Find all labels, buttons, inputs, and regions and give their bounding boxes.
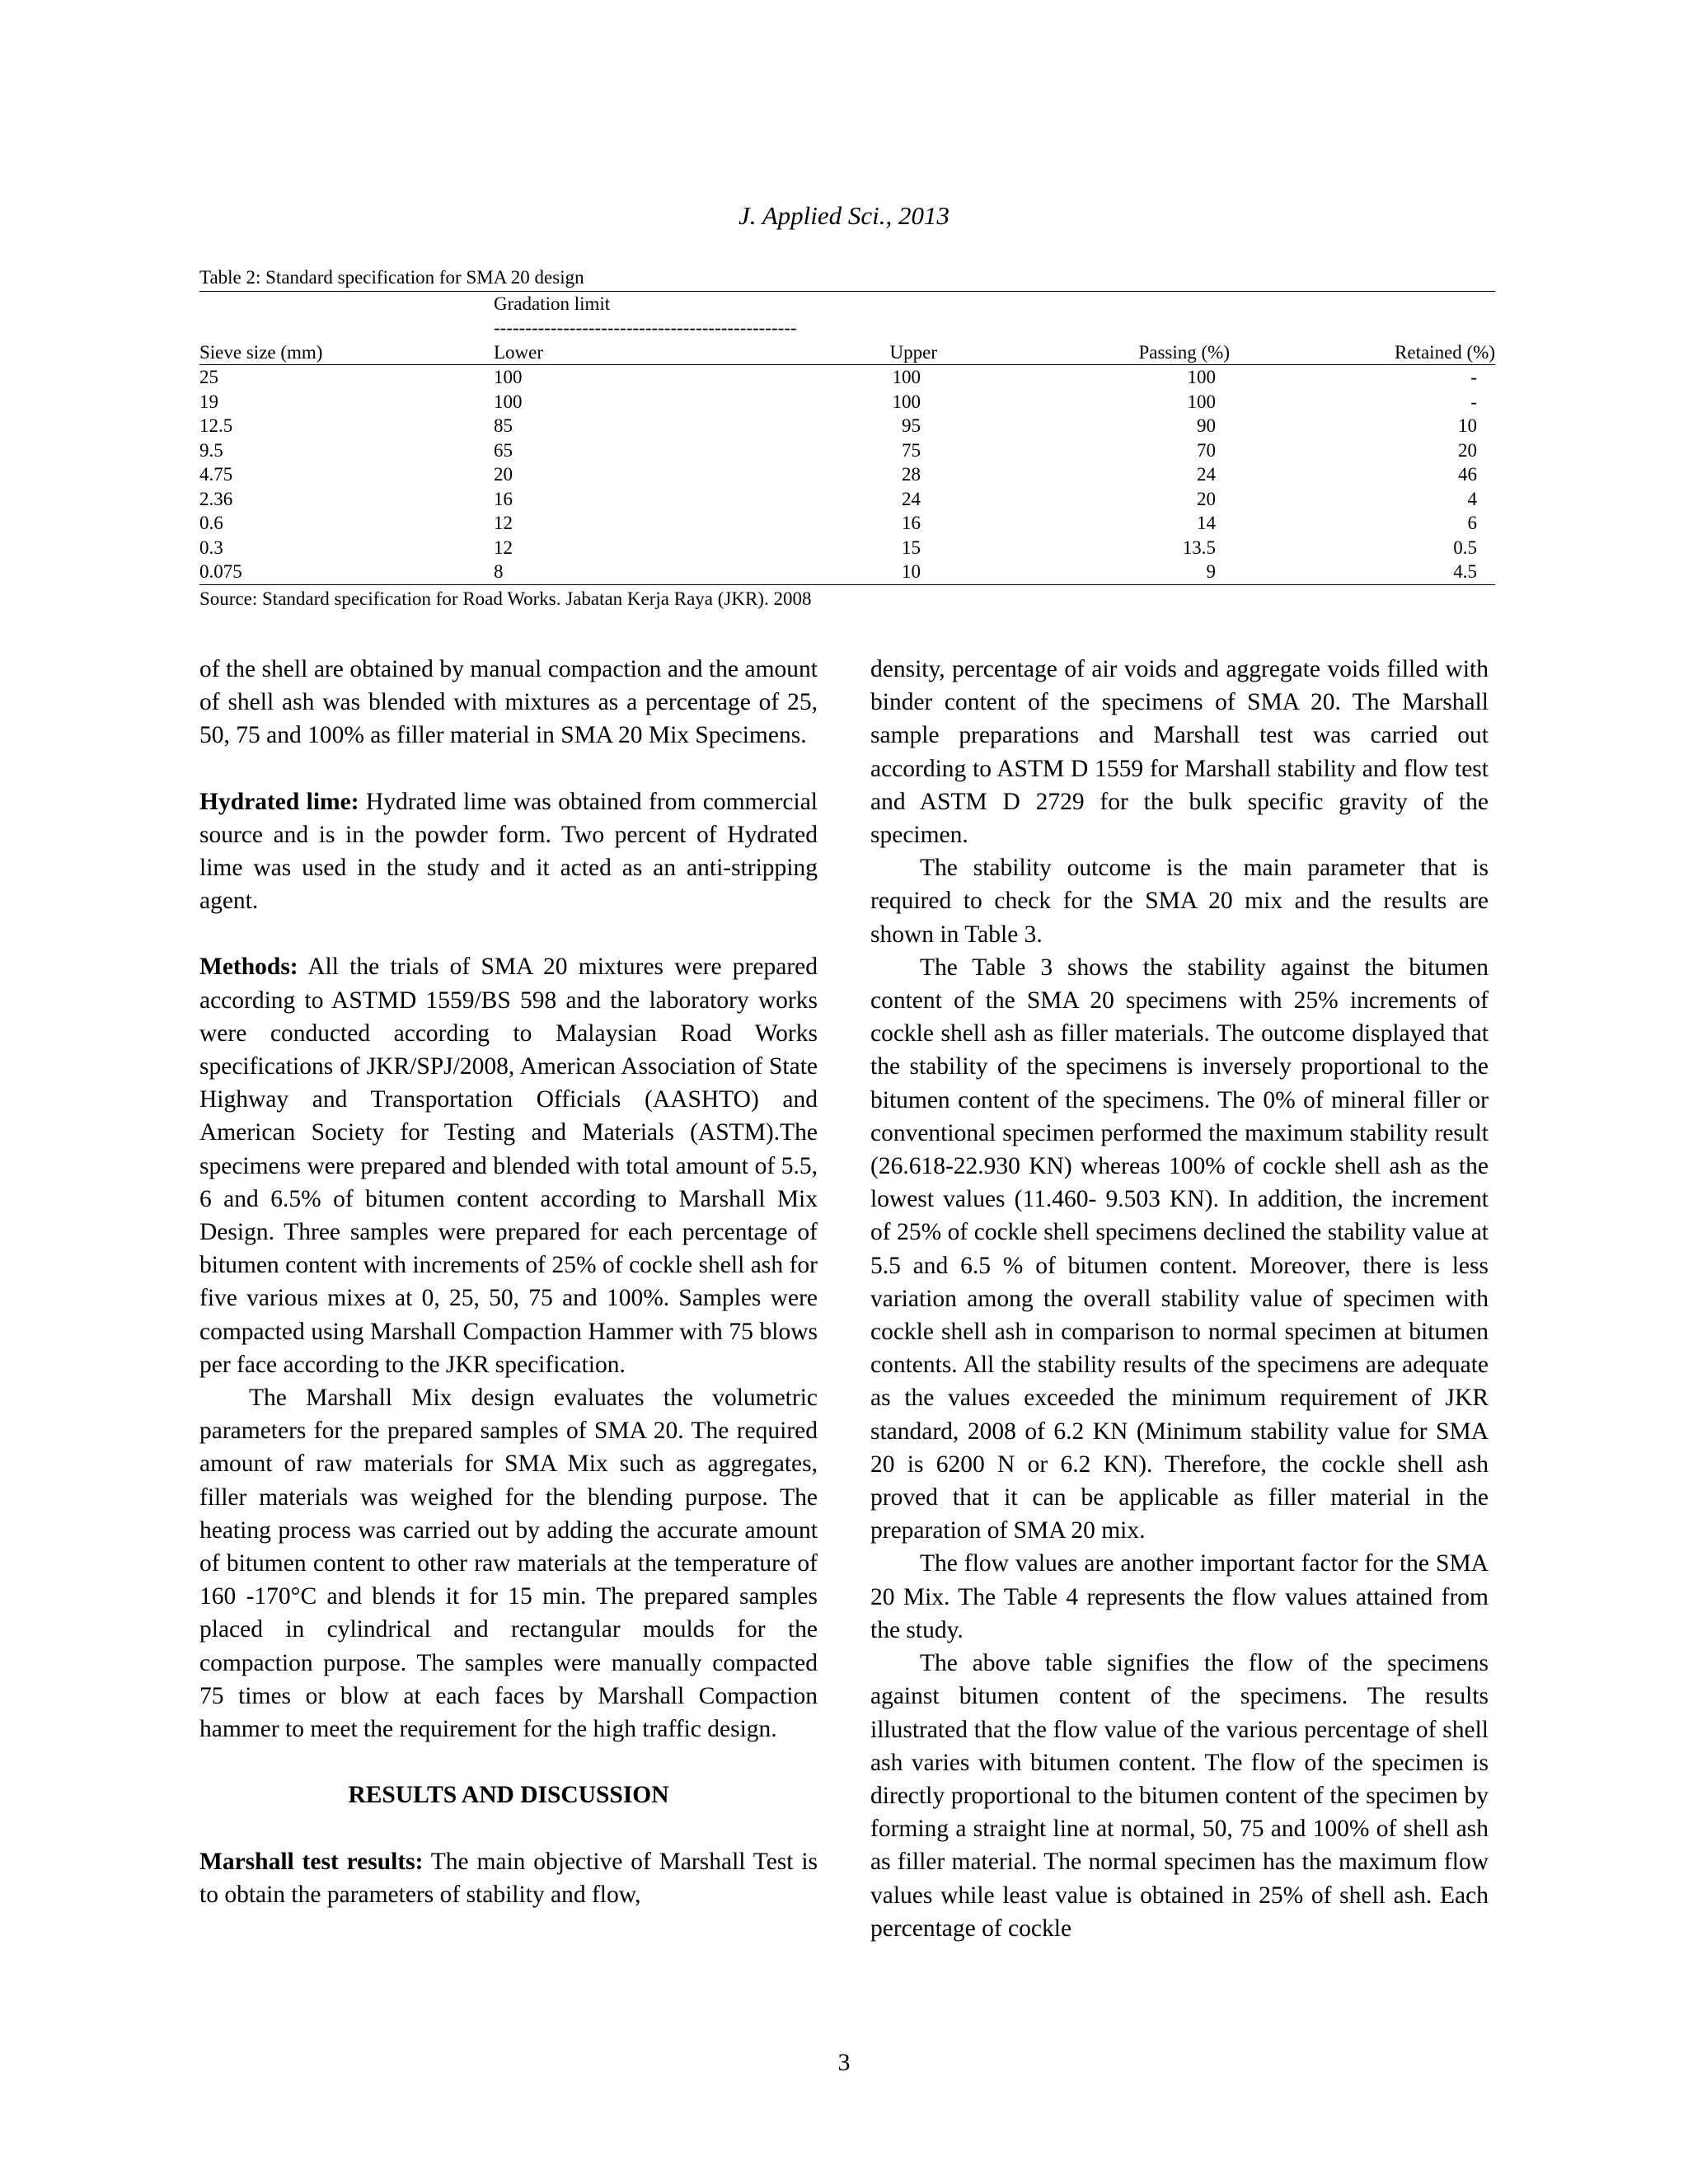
paragraph: The flow values are another important factor for the SMA 20 Mix. The Table 4 represents the flow values attained from the study. xyxy=(870,1550,1489,1643)
left-column xyxy=(199,653,818,1911)
table-cell: 100 xyxy=(1187,367,1217,387)
table-2 xyxy=(199,265,1495,611)
table-row xyxy=(199,487,1495,512)
table-cell: 100 xyxy=(1187,391,1217,412)
table-cell: 12 xyxy=(494,513,513,533)
table-cell: 4.5 xyxy=(1312,560,1495,584)
col-header-passing: Passing (%) xyxy=(1028,340,1312,365)
right-column xyxy=(870,653,1489,1945)
heading-marshall-results: Marshall test results: xyxy=(199,1848,424,1875)
table-cell: 90 xyxy=(1197,415,1217,436)
paragraph: of the shell are obtained by manual compaction and the amount of shell ash was blended with mixtures as a percentage of 25, 50, 75 and 100% as filler material in SMA 20 Mix Specimens. xyxy=(199,656,818,749)
paragraph-text: The main objective of Marshall Test is to obtain the parameters of stability and flow, xyxy=(199,1848,818,1908)
table-cell: 10 xyxy=(1458,415,1478,436)
table-cell: 95 xyxy=(902,415,921,436)
table-row xyxy=(199,462,1495,487)
paragraph-methods xyxy=(199,950,818,1381)
table-row xyxy=(199,365,1495,390)
table-cell: - xyxy=(1470,367,1478,387)
col-header-lower: Lower xyxy=(494,340,781,365)
table-cell: 9.5 xyxy=(199,439,223,461)
col-header-retained: Retained (%) xyxy=(1312,340,1495,365)
gradation-rule: ------------------------------------------------ xyxy=(494,317,797,338)
table-cell: 20 xyxy=(1458,439,1478,461)
table-cell: 10 xyxy=(781,560,1028,584)
table-cell: 8 xyxy=(494,560,781,584)
table-cell: 16 xyxy=(494,488,513,509)
table-row xyxy=(199,536,1495,560)
table-cell: 13.5 xyxy=(1182,537,1217,558)
page-number: 3 xyxy=(837,2049,851,2076)
table-cell: 85 xyxy=(494,415,513,436)
table-cell: 9 xyxy=(1028,560,1312,584)
table-cell: 20 xyxy=(494,464,513,485)
table-cell: 0.6 xyxy=(199,513,223,533)
paragraph-marshall-results xyxy=(199,1845,818,1911)
paragraph-text: Hydrated lime was obtained from commercial source and is in the powder form. Two percent of Hydrated lime was used in the study and it acted as an anti-stripping agent. xyxy=(199,788,818,915)
paragraph: The Marshall Mix design evaluates the volumetric parameters for the prepared samples of SMA 20. The required amount of raw materials for SMA Mix such as aggregates, filler materials was weighed for the blending purpose. The heating process was carried out by adding the accurate amount of bitumen content to other raw materials at the temperature of 160 -170°C and blends it for 15 min. The prepared samples placed in cylindrical and rectangular moulds for the compaction purpose. The samples were manually compacted 75 times or blow at each faces by Marshall Compaction hammer to meet the requirement for the high traffic design. xyxy=(199,1385,818,1743)
table-cell: 12 xyxy=(494,537,513,558)
table-cell: 16 xyxy=(902,513,921,533)
table-cell: 20 xyxy=(1197,488,1217,509)
table-cell: 2.36 xyxy=(199,488,233,509)
table-cell: 14 xyxy=(1197,513,1217,533)
heading-hydrated-lime: Hydrated lime: xyxy=(199,788,359,815)
col-header-upper: Upper xyxy=(781,340,1028,365)
table-cell: 46 xyxy=(1458,464,1478,485)
paragraph: The above table signifies the flow of the specimens against bitumen content of the specimens. The results illustrated that the flow value of the various percentage of shell ash varies with bitumen content. The flow of the specimen is directly proportional to the bitumen content of the specimen by forming a straight line at normal, 50, 75 and 100% of shell ash as filler material. The normal specimen has the maximum flow values while least value is obtained in 25% of shell ash. Each percentage of cockle xyxy=(870,1650,1489,1942)
table-cell: 70 xyxy=(1197,439,1217,461)
col-header-sieve: Sieve size (mm) xyxy=(199,340,494,365)
table-cell: 0.5 xyxy=(1453,537,1478,558)
table-cell: 25 xyxy=(199,367,218,387)
table-cell: 28 xyxy=(902,464,921,485)
sieve-table xyxy=(199,292,1495,585)
table-row xyxy=(199,390,1495,415)
table-cell: - xyxy=(1470,391,1478,412)
table-row xyxy=(199,511,1495,536)
table-cell: 100 xyxy=(892,367,921,387)
journal-header: J. Applied Sci., 2013 xyxy=(738,201,950,230)
paragraph: The stability outcome is the main parameter that is required to check for the SMA 20 mix and the results are shown in Table 3. xyxy=(870,855,1489,948)
table-cell: 4 xyxy=(1467,488,1478,509)
table-cell: 24 xyxy=(1197,464,1217,485)
table-cell: 75 xyxy=(902,439,921,461)
table-cell: 15 xyxy=(902,537,921,558)
table-cell: 6 xyxy=(1467,513,1478,533)
paragraph-text: All the trials of SMA 20 mixtures were prepared according to ASTMD 1559/BS 598 and the laboratory works were conducted according to Malaysian Road Works specifications of JKR/SPJ/2008, American Association of State Highway and Transportation Officials (AASHTO) and American Society for Testing and Materials (ASTM).The specimens were prepared and blended with total amount of 5.5, 6 and 6.5% of bitumen content according to Marshall Mix Design. Three samples were prepared for each percentage of bitumen content with increments of 25% of cockle shell ash for five various mixes at 0, 25, 50, 75 and 100%. Samples were compacted using Marshall Compaction Hammer with 75 blows per face according to the JKR specification. xyxy=(199,954,818,1378)
table-cell: 0.075 xyxy=(199,560,494,584)
table-cell: 100 xyxy=(892,391,921,412)
table-cell: 100 xyxy=(494,367,523,387)
table-row xyxy=(199,438,1495,463)
table-cell: 24 xyxy=(902,488,921,509)
paragraph-hydrated-lime xyxy=(199,785,818,918)
table-row xyxy=(199,414,1495,438)
heading-methods: Methods: xyxy=(199,954,298,981)
table-row xyxy=(199,560,1495,584)
table-caption: Table 2: Standard specification for SMA 20 design xyxy=(199,265,1495,292)
table-source: Source: Standard specification for Road Works. Jabatan Kerja Raya (JKR). 2008 xyxy=(199,588,812,609)
paragraph: density, percentage of air voids and aggregate voids filled with binder content of the specimens of SMA 20. The Marshall sample preparations and Marshall test was carried out according to ASTM D 1559 for Marshall stability and flow test and ASTM D 2729 for the bulk specific gravity of the specimen. xyxy=(870,656,1489,849)
section-heading-results: RESULTS AND DISCUSSION xyxy=(348,1782,669,1809)
table-cell: 4.75 xyxy=(199,464,233,485)
table-cell: 12.5 xyxy=(199,415,233,436)
table-cell: 19 xyxy=(199,391,218,412)
table-cell: 0.3 xyxy=(199,537,223,558)
paragraph: The Table 3 shows the stability against the bitumen content of the SMA 20 specimens with 25% increments of cockle shell ash as filler materials. The outcome displayed that the stability of the specimens is inversely proportional to the bitumen content of the specimens. The 0% of mineral filler or conventional specimen performed the maximum stability result (26.618-22.930 KN) whereas 100% of cockle shell ash as the lowest values (11.460- 9.503 KN). In addition, the increment of 25% of cockle shell specimens declined the stability value at 5.5 and 6.5 % of bitumen content. Moreover, there is less variation among the overall stability value of specimen with cockle shell ash in comparison to normal specimen at bitumen contents. All the stability results of the specimens are adequate as the values exceeded the minimum requirement of JKR standard, 2008 of 6.2 KN (Minimum stability value for SMA 20 is 6200 N or 6.2 KN). Therefore, the cockle shell ash proved that it can be applicable as filler material in the preparation of SMA 20 mix. xyxy=(870,954,1489,1544)
gradation-limit-label: Gradation limit xyxy=(494,293,611,314)
table-cell: 65 xyxy=(494,439,513,461)
table-cell: 100 xyxy=(494,391,523,412)
